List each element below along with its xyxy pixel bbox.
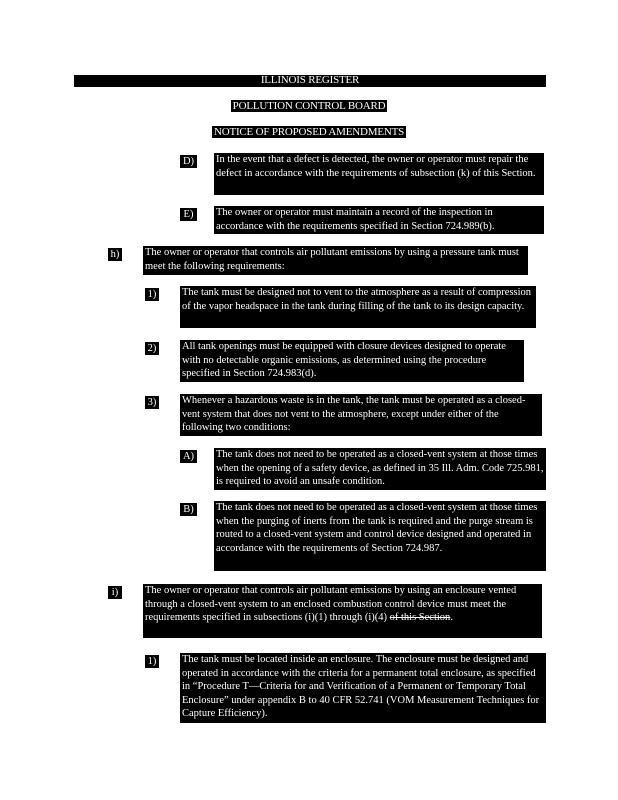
item-i-struck-text: of this Section: [389, 612, 451, 624]
item-h1-text: The tank must be designed not to vent to the atmosphere as a result of compression of the vapor headspace in the tank during filling of the tank to its design capacity.: [180, 286, 536, 328]
item-h1-label: 1): [145, 288, 159, 301]
item-i1-text: The tank must be located inside an enclosure. The enclosure must be designed and operated in accordance with the criteria for a permanent total enclosure, as specified in “Procedure T—Criteria for and Verification of a Permanent or Temporary Total Enclosure” under appendix B to 40 CFR 52.741 (VOM Measurement Techniques for Capture Efficiency).: [180, 653, 546, 723]
item-i-text-end: .: [450, 612, 453, 624]
item-e-text: The owner or operator must maintain a record of the inspection in accordance with the requirements specified in Section 724.989(b).: [214, 206, 544, 234]
notice-title: [0, 126, 618, 139]
item-h2-label: 2): [145, 342, 159, 355]
item-h3a-text: The tank does not need to be operated as a closed-vent system at those times when the opening of a safety device, as defined in 35 Ill. Adm. Code 725.981, is required to avoid an unsafe condition.: [214, 448, 546, 490]
item-i-text: [143, 584, 542, 638]
item-h2-text: All tank openings must be equipped with closure devices designed to operate with no detectable organic emissions, as determined using the procedure specified in Section 724.983(d).: [180, 340, 524, 382]
item-d-text-body: In the event that a defect is detected, the owner or operator must repair the defect in accordance with the requirements of subsection (k) of this Section.: [216, 154, 536, 179]
item-e-label: E): [180, 208, 197, 221]
register-title: ILLINOIS REGISTER: [260, 74, 360, 86]
item-h3a-label: A): [180, 450, 197, 463]
item-h3b-text: The tank does not need to be operated as a closed-vent system at those times when the purging of inerts from the tank is required and the purge stream is routed to a closed-vent system and control device designed and operated in accordance with the requirements of Section 724.987.: [214, 501, 546, 571]
board-title: [0, 100, 618, 113]
item-i-text-main: The owner or operator that controls air pollutant emissions by using an enclosure vented through a closed-vent system to an enclosed combustion control device must meet the requirements specified in subsections (i)(1) through (i)(4): [145, 585, 517, 624]
item-h-label: h): [108, 248, 122, 261]
board-title-text: POLLUTION CONTROL BOARD: [232, 100, 386, 112]
item-d-label: D): [180, 155, 197, 168]
item-h3-text: Whenever a hazardous waste is in the tank, the tank must be operated as a closed-vent system that does not vent to the atmosphere, except under either of the following two conditions:: [180, 394, 542, 436]
item-i-label: i): [108, 586, 122, 599]
notice-title-text: NOTICE OF PROPOSED AMENDMENTS: [213, 126, 405, 138]
item-h3-label: 3): [145, 396, 159, 409]
item-h3b-label: B): [180, 503, 197, 516]
item-d-text: [214, 153, 544, 195]
item-h-text: The owner or operator that controls air pollutant emissions by using a pressure tank must meet the following requirements:: [143, 246, 528, 275]
item-i1-label: 1): [145, 655, 159, 668]
